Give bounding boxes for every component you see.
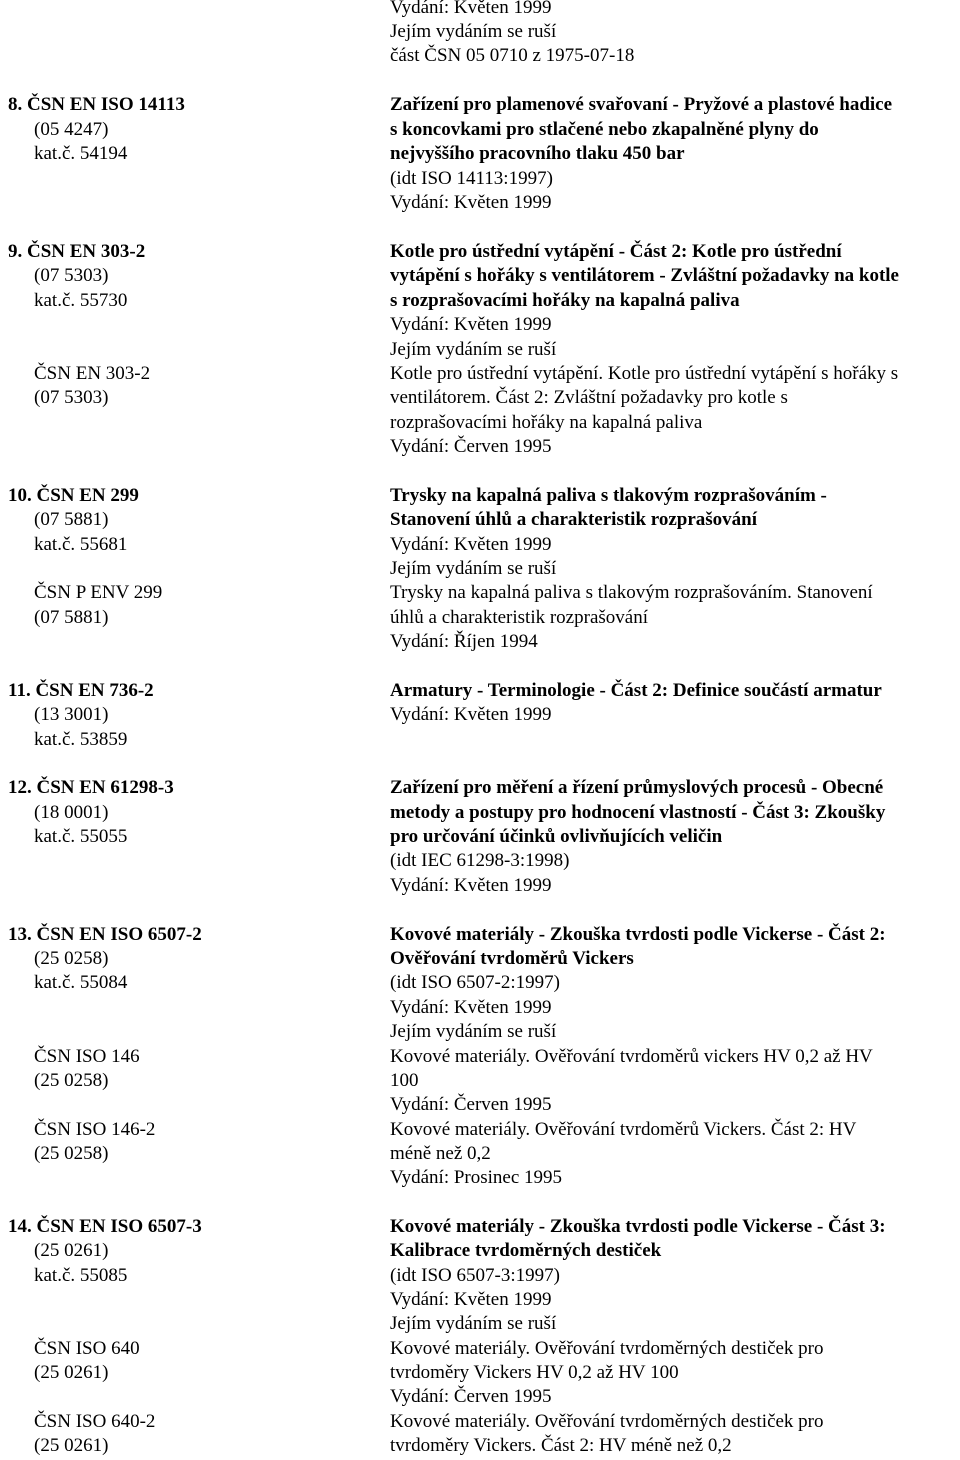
replaced-standard-number: ČSN ISO 640-2	[34, 1411, 156, 1432]
replaced-standard-number: ČSN ISO 640	[34, 1338, 140, 1359]
identical-standard: (idt IEC 61298-3:1998)	[390, 850, 570, 871]
standard-title-line: Zařízení pro plamenové svařovaní - Pryžové a plastové hadice	[390, 94, 893, 115]
issue-date: Vydání: Červen 1995	[390, 1094, 552, 1115]
issue-date: Vydání: Květen 1999	[390, 534, 552, 555]
standard-title-line: Kotle pro ústřední vytápění - Část 2: Kotle pro ústřední	[390, 241, 842, 262]
replaced-standard-number: ČSN ISO 146-2	[34, 1119, 156, 1140]
standard-title-line: Zařízení pro měření a řízení průmyslových procesů - Obecné	[390, 777, 884, 798]
classification-code: (25 0258)	[34, 1143, 109, 1164]
replaces-note: Jejím vydáním se ruší	[390, 558, 557, 579]
classification-code: (07 5303)	[34, 387, 109, 408]
classification-code: (25 0261)	[34, 1435, 109, 1456]
classification-code: (13 3001)	[34, 704, 109, 725]
classification-code: (25 0258)	[34, 948, 109, 969]
issue-date: Vydání: Červen 1995	[390, 436, 552, 457]
standard-number: 9. ČSN EN 303-2	[8, 241, 146, 262]
replaced-standard-number: ČSN EN 303-2	[34, 363, 151, 384]
replaced-standard-title: tvrdoměry Vickers HV 0,2 až HV 100	[390, 1362, 679, 1383]
replaced-standard-title: Kovové materiály. Ověřování tvrdoměrných destiček pro	[390, 1411, 824, 1432]
replaced-standard-title: ventilátorem. Část 2: Zvláštní požadavky pro kotle s	[390, 387, 788, 408]
standard-title-line: Kovové materiály - Zkouška tvrdosti podle Vickerse - Část 2:	[390, 924, 886, 945]
catalog-number: kat.č. 55055	[34, 826, 128, 847]
issue-date: Vydání: Červen 1995	[390, 1386, 552, 1407]
identical-standard: (idt ISO 6507-3:1997)	[390, 1265, 560, 1286]
standard-title-line: nejvyššího pracovního tlaku 450 bar	[390, 143, 685, 164]
standard-number: 8. ČSN EN ISO 14113	[8, 94, 185, 115]
standard-number: 11. ČSN EN 736-2	[8, 680, 154, 701]
classification-code: (25 0261)	[34, 1240, 109, 1261]
issue-date: Vydání: Květen 1999	[390, 704, 552, 725]
replaced-standard-title: Kotle pro ústřední vytápění. Kotle pro ústřední vytápění s hořáky s	[390, 363, 899, 384]
issue-date: Vydání: Květen 1999	[390, 997, 552, 1018]
issue-date: Vydání: Květen 1999	[390, 1289, 552, 1310]
replaces-note: Jejím vydáním se ruší	[390, 339, 557, 360]
standard-title-line: Kovové materiály - Zkouška tvrdosti podle Vickerse - Část 3:	[390, 1216, 886, 1237]
classification-code: (07 5881)	[34, 607, 109, 628]
replaces-note: Jejím vydáním se ruší	[390, 21, 557, 42]
identical-standard: (idt ISO 6507-2:1997)	[390, 972, 560, 993]
classification-code: (25 0258)	[34, 1070, 109, 1091]
catalog-number: kat.č. 53859	[34, 729, 128, 750]
issue-date: Vydání: Květen 1999	[390, 314, 552, 335]
replaced-standard-title: úhlů a charakteristik rozprašování	[390, 607, 648, 628]
replaced-standard-title: rozprašovacími hořáky na kapalná paliva	[390, 412, 703, 433]
standard-title-line: Kalibrace tvrdoměrných destiček	[390, 1240, 662, 1261]
standard-title-line: Ověřování tvrdoměrů Vickers	[390, 948, 634, 969]
standard-title-line: s koncovkami pro stlačené nebo zkapalněné plyny do	[390, 119, 819, 140]
replaced-standard-title: část ČSN 05 0710 z 1975-07-18	[390, 45, 635, 66]
replaced-standard-title: Kovové materiály. Ověřování tvrdoměrů vickers HV 0,2 až HV	[390, 1046, 873, 1067]
catalog-number: kat.č. 55085	[34, 1265, 128, 1286]
standard-title-line: pro určování účinků ovlivňujících veličin	[390, 826, 723, 847]
issue-date: Vydání: Květen 1999	[390, 192, 552, 213]
standard-number: 13. ČSN EN ISO 6507-2	[8, 924, 202, 945]
catalog-number: kat.č. 55084	[34, 972, 128, 993]
replaced-standard-title: Kovové materiály. Ověřování tvrdoměrných destiček pro	[390, 1338, 824, 1359]
classification-code: (05 4247)	[34, 119, 109, 140]
replaced-standard-title: méně než 0,2	[390, 1143, 491, 1164]
classification-code: (07 5881)	[34, 509, 109, 530]
catalog-number: kat.č. 55681	[34, 534, 128, 555]
standard-title-line: metody a postupy pro hodnocení vlastností - Část 3: Zkoušky	[390, 802, 886, 823]
standard-title-line: Stanovení úhlů a charakteristik rozprašování	[390, 509, 758, 530]
standard-number: 10. ČSN EN 299	[8, 485, 139, 506]
classification-code: (07 5303)	[34, 265, 109, 286]
replaced-standard-title: Trysky na kapalná paliva s tlakovým rozprašováním. Stanovení	[390, 582, 873, 603]
classification-code: (18 0001)	[34, 802, 109, 823]
replaced-standard-title: 100	[390, 1070, 419, 1091]
catalog-number: kat.č. 54194	[34, 143, 128, 164]
standard-number: 14. ČSN EN ISO 6507-3	[8, 1216, 202, 1237]
standard-title-line: Armatury - Terminologie - Část 2: Definice součástí armatur	[390, 680, 882, 701]
standard-title-line: Trysky na kapalná paliva s tlakovým rozprašováním -	[390, 485, 827, 506]
replaces-note: Jejím vydáním se ruší	[390, 1021, 557, 1042]
issue-date: Vydání: Květen 1999	[390, 0, 552, 18]
replaces-note: Jejím vydáním se ruší	[390, 1313, 557, 1334]
classification-code: (25 0261)	[34, 1362, 109, 1383]
catalog-number: kat.č. 55730	[34, 290, 128, 311]
replaced-standard-title: Kovové materiály. Ověřování tvrdoměrů Vickers. Část 2: HV	[390, 1119, 857, 1140]
identical-standard: (idt ISO 14113:1997)	[390, 168, 553, 189]
standard-number: 12. ČSN EN 61298-3	[8, 777, 174, 798]
issue-date: Vydání: Květen 1999	[390, 875, 552, 896]
issue-date: Vydání: Prosinec 1995	[390, 1167, 563, 1188]
replaced-standard-number: ČSN P ENV 299	[34, 582, 163, 603]
replaced-standard-number: ČSN ISO 146	[34, 1046, 140, 1067]
replaced-standard-title: tvrdoměry Vickers. Část 2: HV méně než 0,2	[390, 1435, 732, 1456]
standard-title-line: s rozprašovacími hořáky na kapalná paliva	[390, 290, 740, 311]
issue-date: Vydání: Říjen 1994	[390, 631, 538, 652]
standard-title-line: vytápění s hořáky s ventilátorem - Zvláštní požadavky na kotle	[390, 265, 899, 286]
